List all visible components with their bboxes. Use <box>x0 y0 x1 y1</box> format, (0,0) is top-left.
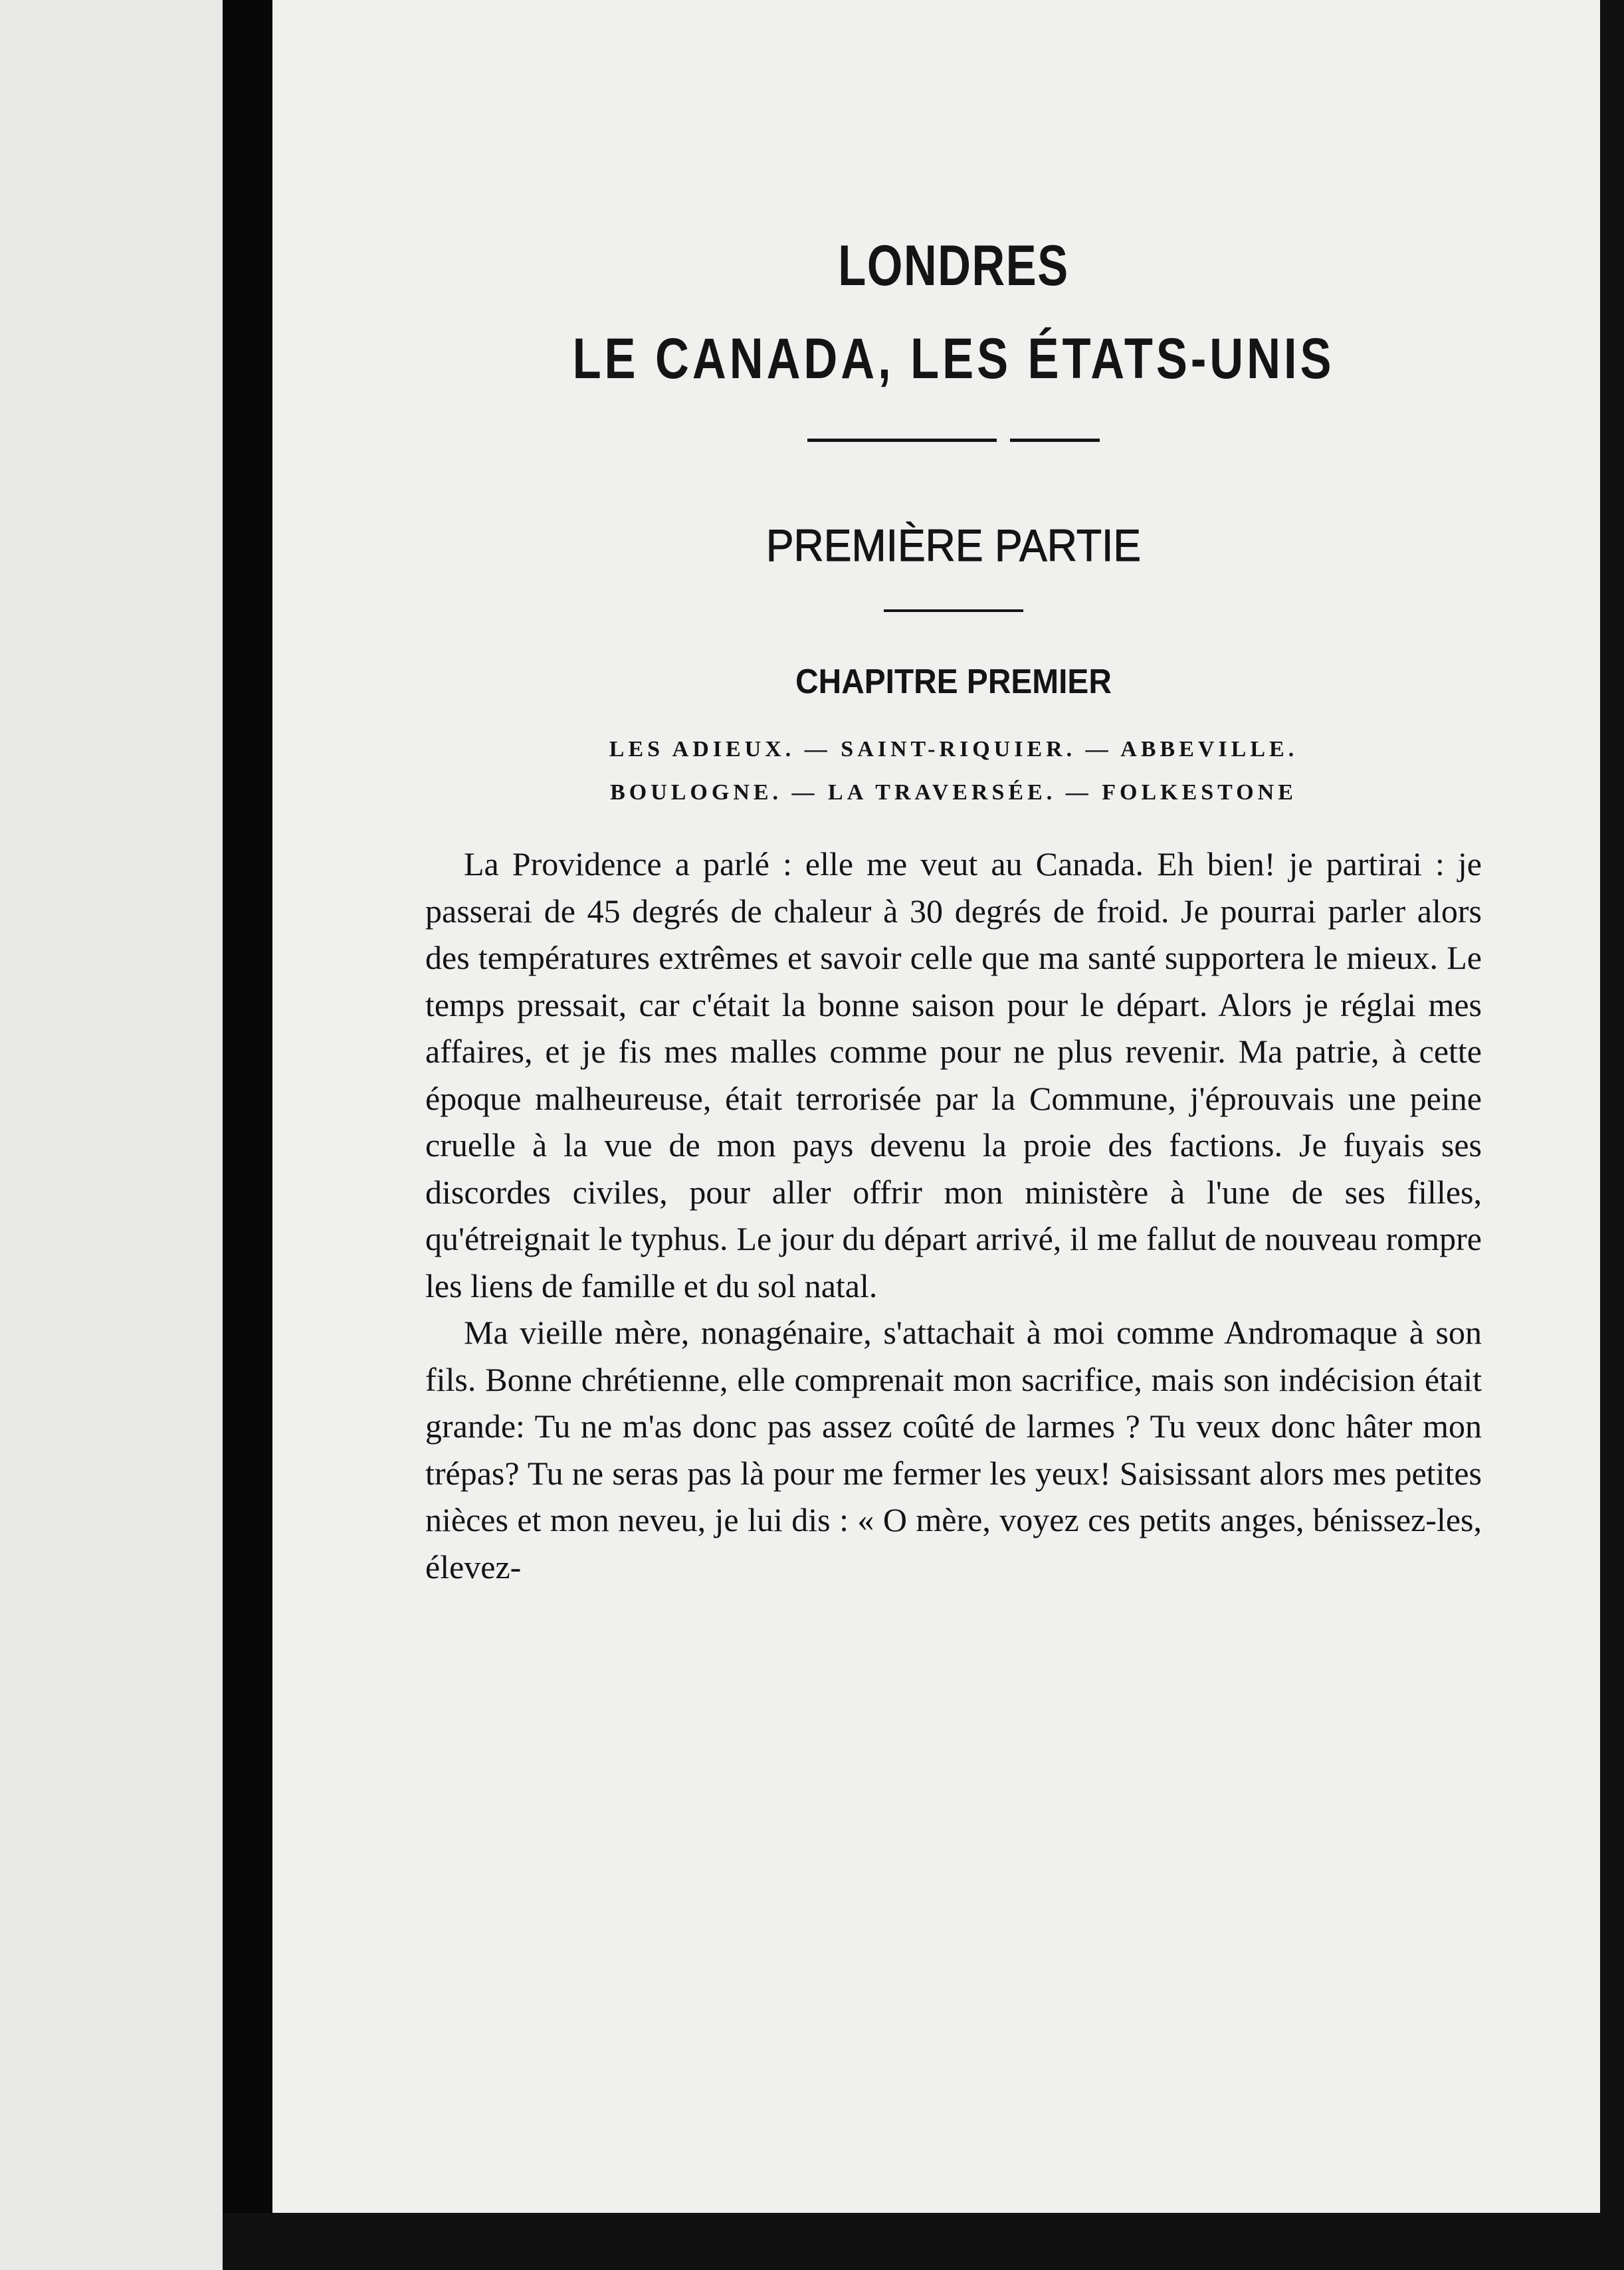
bottom-scan-border <box>223 2213 1624 2270</box>
paragraph-2: Ma vieille mère, nonagénaire, s'attachait à moi comme Andromaque à son fils. Bonne chrétienne, elle comprenait mon sacrifice, mais son indécision était grande: Tu ne m'as donc pas assez coûté de larmes ? Tu veux donc hâter mon trépas? Tu ne seras pas là pour me fermer les yeux! Saisissant alors mes petites nièces et mon neveu, je lui dis : « O mère, voyez ces petits anges, bénissez-les, élevez- <box>425 1314 1482 1586</box>
right-scan-border <box>1600 0 1624 2270</box>
book-title-line2: LE CANADA, LES ÉTATS-UNIS <box>572 327 1335 391</box>
book-title-line1: LONDRES <box>838 234 1069 298</box>
paragraph-1: La Providence a parlé : elle me veut au Canada. Eh bien! je partirai : je passerai de 45 degrés de chaleur à 30 degrés de froid. Je pourrai parler alors des températures extrêmes et savoir celle que ma santé supportera le mieux. Le temps pressait, car c'était la bonne saison pour le départ. Alors je réglai mes affaires, et je fis mes malles comme pour ne plus revenir. Ma patrie, à cette époque malheureuse, était terrorisée par la Commune, j'éprouvais une peine cruelle à la vue de mon pays devenu la proie des factions. Je fuyais ses discordes civiles, pour aller offrir mon ministère à l'une de ses filles, qu'étreignait le typhus. Le jour du départ arrivé, il me fallut de nouveau rompre les liens de famille et du sol natal. <box>425 845 1482 1304</box>
chapter-summary-line2: BOULOGNE. — LA TRAVERSÉE. — FOLKESTONE <box>610 780 1297 805</box>
scanned-page <box>272 0 1600 2213</box>
facing-page-edge <box>0 0 223 2270</box>
title-divider <box>807 439 1100 443</box>
part-heading: PREMIÈRE PARTIE <box>765 520 1142 571</box>
chapter-summary-line1: LES ADIEUX. — SAINT-RIQUIER. — ABBEVILLE. <box>609 737 1298 762</box>
chapter-heading: CHAPITRE PREMIER <box>795 663 1112 702</box>
book-gutter <box>223 0 272 2270</box>
body-text <box>425 841 1482 1590</box>
part-divider <box>884 609 1023 612</box>
page-content <box>425 233 1482 1590</box>
